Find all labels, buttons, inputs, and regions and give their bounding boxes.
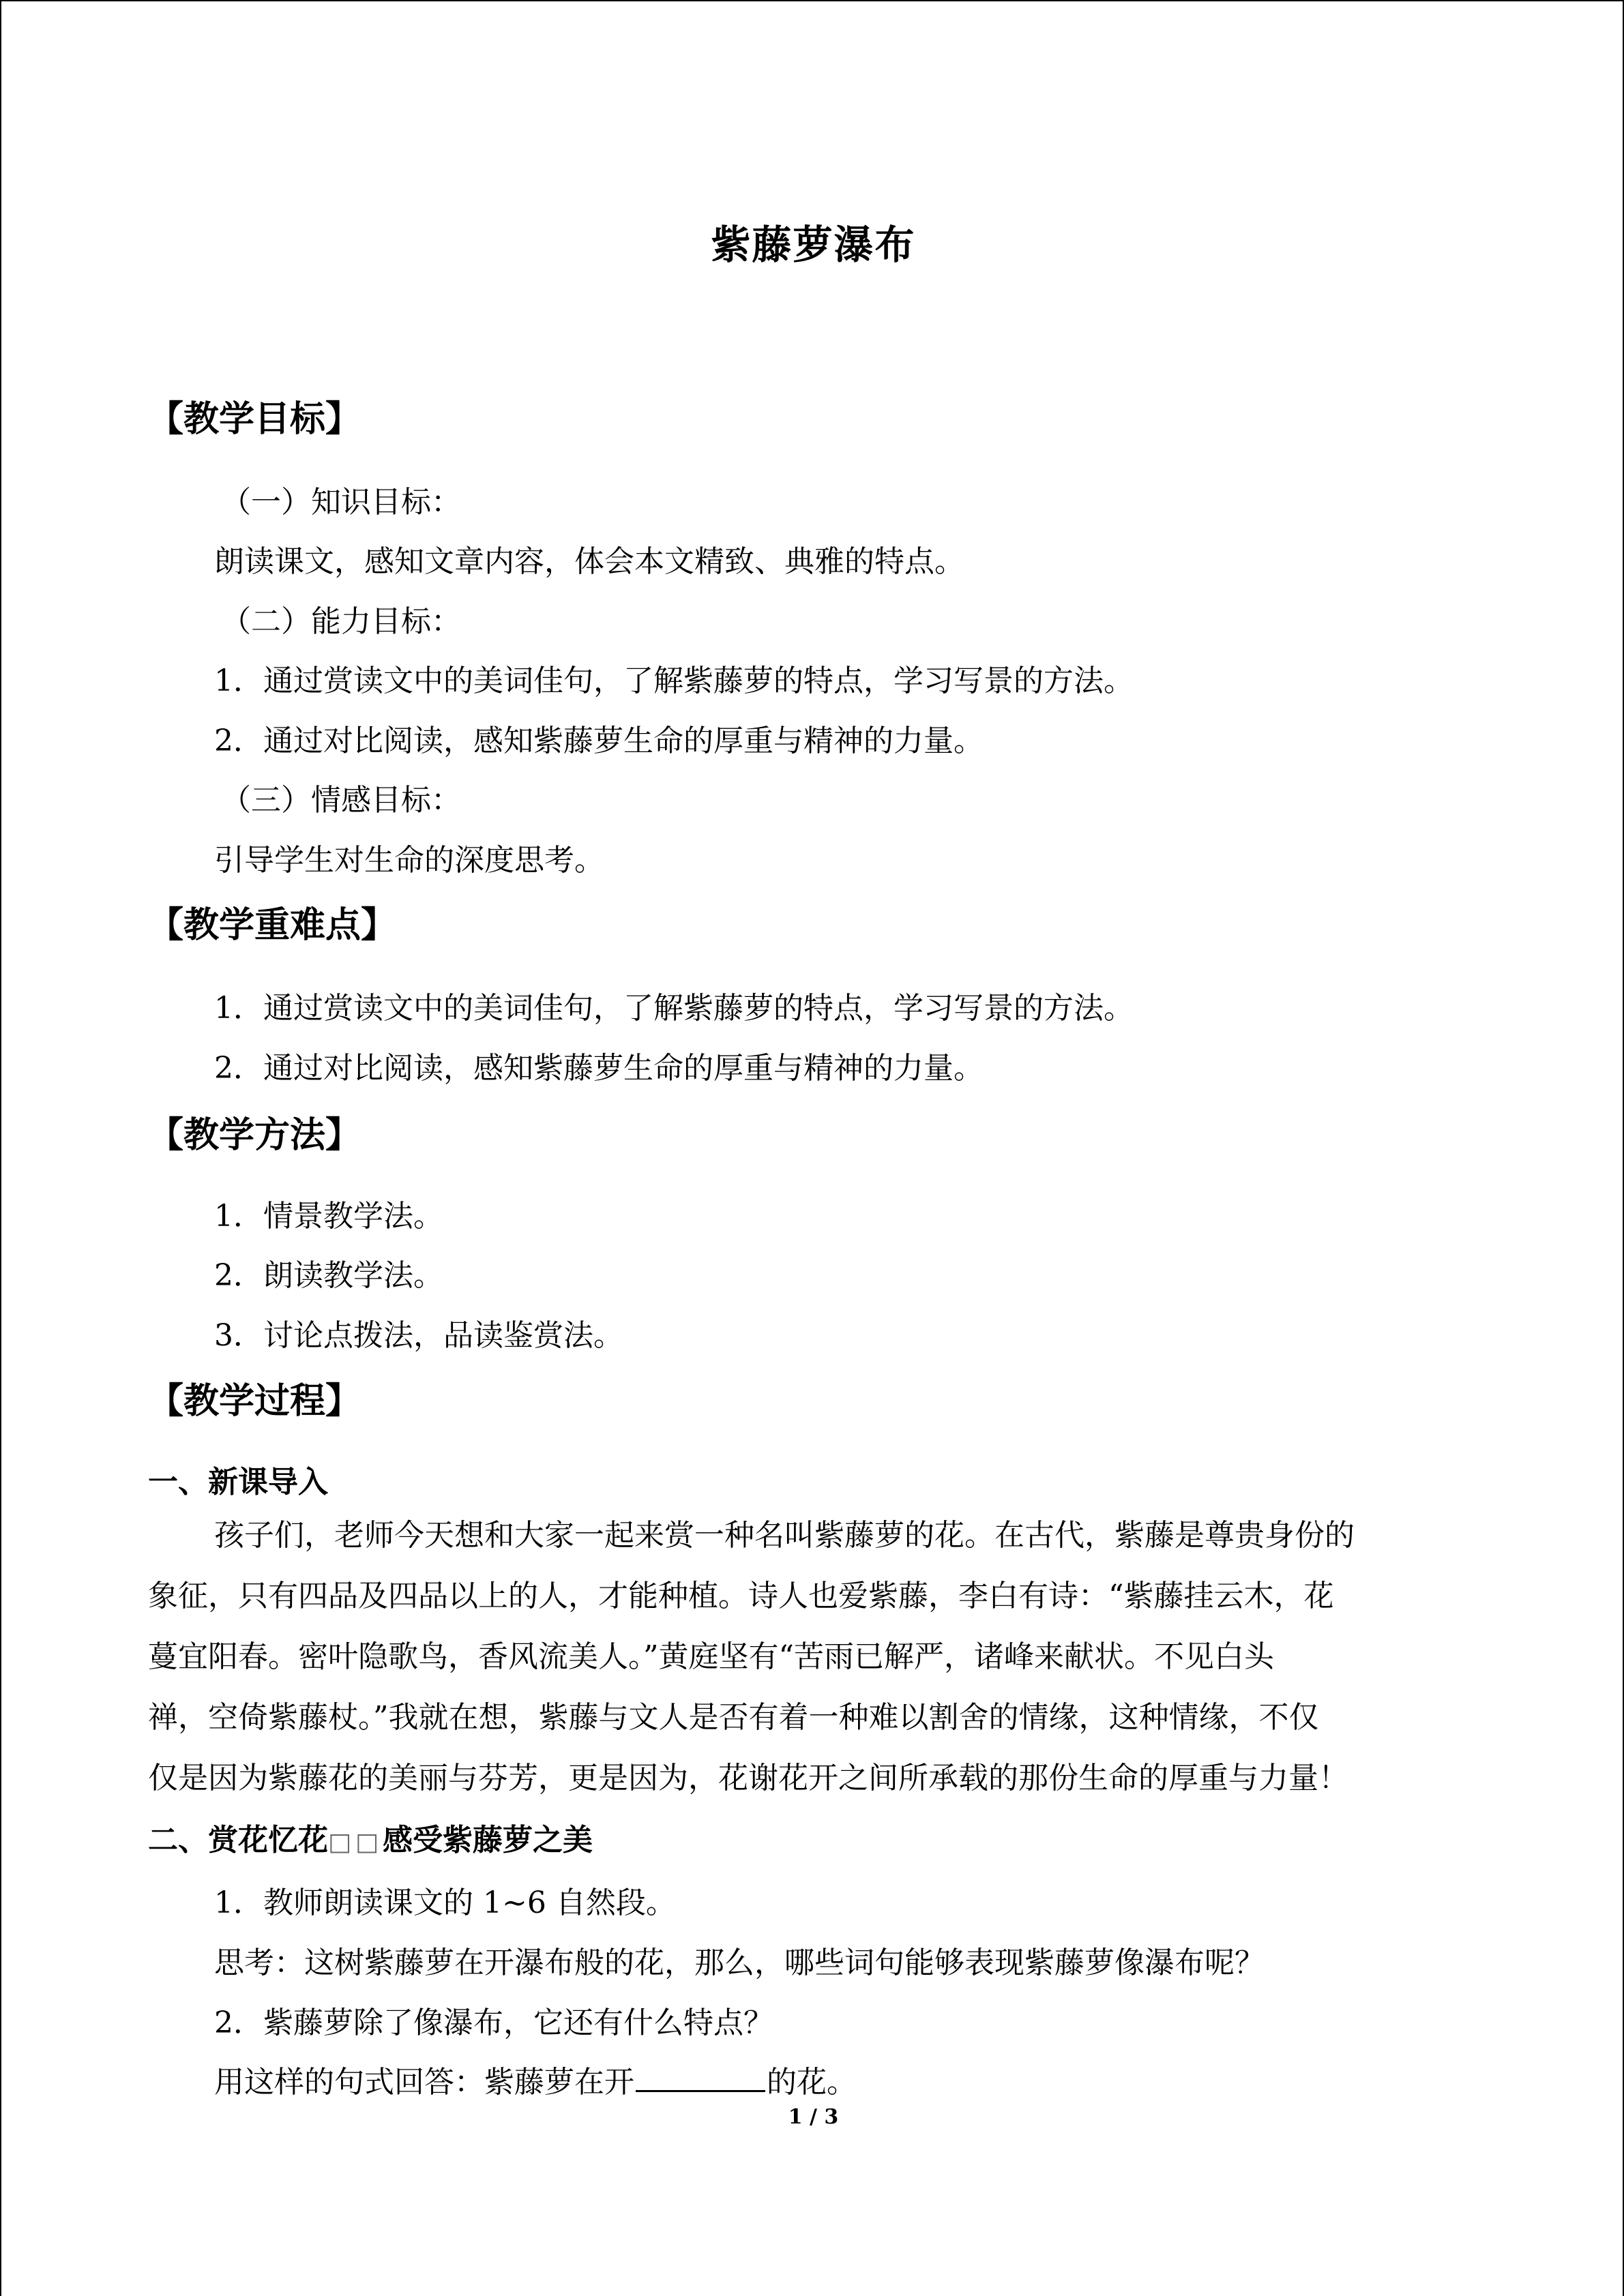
intro-paragraph-line: 蔓宜阳春。密叶隐歌鸟，香风流美人。”黄庭坚有“苦雨已解严，诸峰来献状。不见白头 (148, 1639, 1274, 1674)
key-point-item: 1．通过赏读文中的美词佳句，了解紫藤萝的特点，学习写景的方法。 (214, 991, 1134, 1026)
method-item: 2．朗读教学法。 (214, 1258, 443, 1293)
knowledge-goal-label: （一）知识目标： (221, 485, 461, 520)
ability-goal-item: 1．通过赏读文中的美词佳句，了解紫藤萝的特点，学习写景的方法。 (214, 664, 1134, 698)
section-heading-key-points: 【教学重难点】 (148, 904, 397, 946)
document-title: 紫藤萝瀑布 (711, 222, 916, 268)
part2-item: 2．紫藤萝除了像瀑布，它还有什么特点？ (214, 2006, 773, 2040)
part2-answer-sentence (214, 2057, 857, 2101)
intro-paragraph-line: 孩子们，老师今天想和大家一起来赏一种名叫紫藤萝的花。在古代，紫藤是尊贵身份的 (214, 1518, 1355, 1553)
emotion-goal-label: （三）情感目标： (221, 783, 461, 818)
part2-answer-suffix: 的花。 (767, 2065, 857, 2100)
ability-goal-item: 2．通过对比阅读，感知紫藤萝生命的厚重与精神的力量。 (214, 724, 984, 758)
page-number: 1 / 3 (788, 2105, 839, 2129)
intro-paragraph-line: 禅，空倚紫藤杖。”我就在想，紫藤与文人是否有着一种难以割舍的情缘，这种情缘，不仅 (148, 1700, 1319, 1735)
placeholder-boxes: □□ (328, 1828, 383, 1856)
process-part2-heading-a: 二、赏花忆花 (148, 1823, 328, 1858)
section-heading-process: 【教学过程】 (148, 1380, 361, 1422)
knowledge-goal-text: 朗读课文，感知文章内容，体会本文精致、典雅的特点。 (214, 544, 964, 579)
method-item: 1．情景教学法。 (214, 1199, 443, 1234)
process-part2-heading-b: 感受紫藤萝之美 (383, 1823, 593, 1858)
fill-in-blank (636, 2063, 765, 2092)
part2-think: 思考：这树紫藤萝在开瀑布般的花，那么，哪些词句能够表现紫藤萝像瀑布呢？ (214, 1945, 1265, 1980)
intro-paragraph (148, 1505, 1468, 1808)
section-heading-methods: 【教学方法】 (148, 1114, 361, 1156)
intro-paragraph-line: 象征，只有四品及四品以上的人，才能种植。诗人也爱紫藤，李白有诗：“紫藤挂云木，花 (148, 1579, 1334, 1613)
process-part2-heading (148, 1815, 593, 1859)
part2-answer-prefix: 用这样的句式回答：紫藤萝在开 (214, 2065, 634, 2100)
ability-goal-label: （二）能力目标： (221, 604, 461, 639)
part2-item: 1．教师朗读课文的 1~6 自然段。 (214, 1885, 676, 1920)
emotion-goal-text: 引导学生对生命的深度思考。 (214, 843, 604, 878)
process-part1-heading: 一、新课导入 (148, 1465, 328, 1500)
method-item: 3．讨论点拨法，品读鉴赏法。 (214, 1318, 623, 1353)
intro-paragraph-line: 仅是因为紫藤花的美丽与芬芳，更是因为，花谢花开之间所承载的那份生命的厚重与力量！ (148, 1761, 1348, 1795)
section-heading-goals: 【教学目标】 (148, 398, 361, 440)
key-point-item: 2．通过对比阅读，感知紫藤萝生命的厚重与精神的力量。 (214, 1051, 984, 1086)
